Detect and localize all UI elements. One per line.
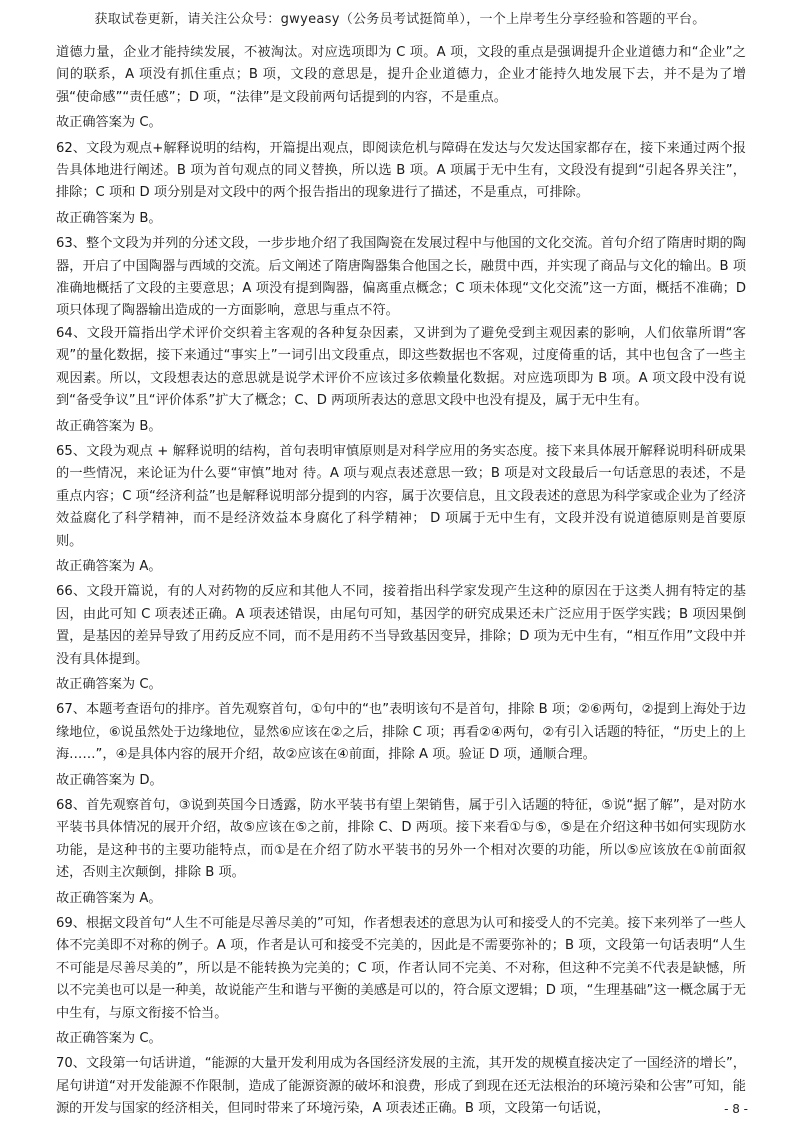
answer-64: 故正确答案为 B。 [56,418,162,434]
paragraph-69: 69、根据文段首句“人生不可能是尽善尽美的”可知，作者想表述的意思为认可和接受人的不完美。接下来列举了一些人体不完美即不对称的例子。A 项，作者是认可和接受不完美的，因此是不需要弥补的；B 项，文段第一句话表明“人生不可能是尽善尽美的”，所以是不能转换为完美的；C 项，作者认同不完美、不对称，但这种不完美不代表是缺憾，所以不完美也可以是一种美，故说能产生和谐与平衡的美感是可以的，符合原文逻辑；D 项，“生理基础”这一概念属于无中生有，与原文衔接不恰当。 [56,916,746,1021]
answer-explanations [56,42,746,1121]
paragraph-70: 70、文段第一句话讲道，“能源的大量开发利用成为各国经济发展的主流，其开发的规模直接决定了一国经济的增长”，尾句讲道“对开发能源不作限制，造成了能源资源的破坏和浪费，形成了到现在还无法根治的环境污染和公害”可知，能源的开发与国家的经济相关，但同时带来了环境污染，A 项表述正确。B 项，文段第一句话说， [56,1056,746,1117]
paragraph-67: 67、本题考查语句的排序。首先观察首句，①句中的“也”表明该句不是首句，排除 B 项；②⑥两句，②提到上海处于边缘地位，⑥说虽然处于边缘地位，显然⑥应该在②之后，排除 C 项；再看②④两句，②有引入话题的特征，“历史上的上海……”，④是具体内容的展开介绍，故②应该在④前面，排除 A 项。验证 D 项，通顺合理。 [56,702,746,763]
page-header: 获取试卷更新，请关注公众号：gwyeasy（公务员考试挺简单），一个上岸考生分享经验和答题的平台。 [94,12,706,27]
paragraph-61-continued: 道德力量，企业才能持续发展，不被淘汰。对应选项即为 C 项。A 项，文段的重点是强调提升企业道德力和“企业”之间的联系，A 项没有抓住重点；B 项，文段的意思是，提升企业道德力，企业才能持久地发展下去，并不是为了增强“使命感”“责任感”；D 项，“法律”是文段前两句话提到的内容，不是重点。 [56,45,746,105]
paragraph-64: 64、文段开篇指出学术评价交织着主客观的各种复杂因素，又讲到为了避免受到主观因素的影响，人们依靠所谓“客观”的量化数据，接下来通过“事实上”一词引出文段重点，即这些数据也不客观，过度倚重的话，其中也包含了一些主观因素。所以，文段想表达的意思就是说学术评价不应该过多依赖量化数据。对应选项即为 B 项。A 项文段中没有说到“备受争议”且“评价体系”扩大了概念；C、D 两项所表达的意思文段中也没有提及，属于无中生有。 [56,325,746,409]
answer-65: 故正确答案为 A。 [56,558,162,574]
answer-62: 故正确答案为 B。 [56,210,162,226]
paragraph-63: 63、整个文段为并列的分述文段，一步步地介绍了我国陶瓷在发展过程中与他国的文化交流。首句介绍了隋唐时期的陶器，开启了中国陶器与西域的交流。后文阐述了隋唐陶器集合他国之长，融贯中西，并实现了商品与文化的输出。B 项准确地概括了文段的主要意思；A 项没有提到陶器，偏离重点概念；C 项未体现“文化交流”这一方面，概括不准确；D 项只体现了陶器输出造成的一方面影响，意思与重点不符。 [56,236,746,319]
paragraph-65: 65、文段为观点 + 解释说明的结构，首句表明审慎原则是对科学应用的务实态度。接下来具体展开解释说明科研成果的一些情况，来论证为什么要“审慎”地对 待。A 项与观点表述意思一致；B 项是对文段最后一句话意思的表述，不是重点内容；C 项“经济利益”也是解释说明部分提到的内容，属于次要信息，且文段表述的意思为科学家或企业为了经济效益腐化了科学精神，而不是经济效益本身腐化了科学精神； D 项属于无中生有，文段并没有说道德原则是首要原则。 [56,443,746,549]
answer-61: 故正确答案为 C。 [56,115,162,131]
answer-66: 故正确答案为 C。 [56,676,162,692]
paragraph-66: 66、文段开篇说，有的人对药物的反应和其他人不同，接着指出科学家发现产生这种的原因在于这类人拥有特定的基因，由此可知 C 项表述正确。A 项表述错误，由尾句可知，基因学的研究成果还未广泛应用于医学实践；B 项因果倒置，是基因的差异导致了用药反应不同，而不是用药不当导致基因变异，排除；D 项为无中生有，“相互作用”文段中并没有具体提到。 [56,584,746,667]
page-number: - 8 - [724,1102,748,1116]
answer-69: 故正确答案为 C。 [56,1031,162,1047]
paragraph-68: 68、首先观察首句，③说到英国今日透露，防水平装书有望上架销售，属于引入话题的特征，⑤说“据了解”，是对防水平装书具体情况的展开介绍，故⑤应该在⑤之前，排除 C、D 两项。接下来看①与⑤，⑤是在介绍这种书如何实现防水功能，是这种书的主要功能特点，而①是在介绍了防水平装书的另外一个相对次要的功能，所以⑤应该放在①前面叙述，否则主次颠倒，排除 B 项。 [56,798,746,881]
answer-67: 故正确答案为 D。 [56,772,163,788]
paragraph-62: 62、文段为观点+解释说明的结构，开篇提出观点，即阅读危机与障碍在发达与欠发达国家都存在，接下来通过两个报告具体地进行阐述。B 项为首句观点的同义替换，所以选 B 项。A 项属于无中生有，文段没有提到“引起各界关注”，排除；C 项和 D 项分别是对文段中的两个报告指出的现象进行了描述，不是重点，可排除。 [56,140,746,201]
answer-68: 故正确答案为 A。 [56,890,162,906]
